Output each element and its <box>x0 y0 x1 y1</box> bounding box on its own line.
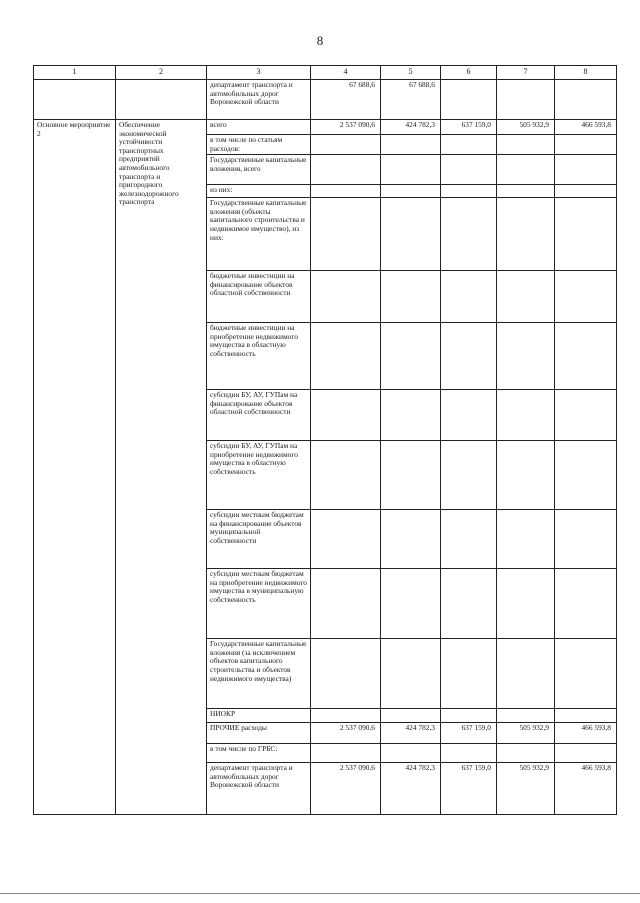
value-cell: 67 688,6 <box>311 80 381 120</box>
value-cell: 2 537 090,6 <box>311 120 381 135</box>
value-cell: 2 537 090,6 <box>311 723 381 744</box>
value-cell: 466 593,8 <box>555 120 617 135</box>
row-label: субсидии местным бюджетам на приобретение недвижимого имущества в муниципальную собственность <box>207 569 311 639</box>
event-description: Обеспечение экономической устойчивости транспортных предприятий автомобильного транспорта и пригородного железнодорожного транспорта <box>116 120 207 815</box>
row-label: Государственные капитальные вложения, всего <box>207 155 311 185</box>
row-label: Государственные капитальные вложения (объекты капитального строительства и недвижимое имущество), из них: <box>207 198 311 271</box>
row-label: всего <box>207 120 311 135</box>
page-number: 8 <box>316 33 324 48</box>
value-cell: 424 782,3 <box>381 763 441 815</box>
row-label: Государственные капитальные вложения (за исключением объектов капитального строительства и объектов недвижимого имущества) <box>207 639 311 709</box>
value-cell: 637 159,0 <box>441 763 497 815</box>
column-header: 8 <box>555 66 617 80</box>
column-header: 2 <box>116 66 207 80</box>
table-row <box>34 120 617 135</box>
row-label: из них: <box>207 185 311 198</box>
row-label: субсидии местным бюджетам на финансирование объектов муниципальной собственности <box>207 510 311 569</box>
header-row <box>34 66 617 80</box>
value-cell: 505 932,9 <box>497 763 555 815</box>
column-header: 5 <box>381 66 441 80</box>
column-header: 3 <box>207 66 311 80</box>
column-header: 1 <box>34 66 116 80</box>
column-header: 4 <box>311 66 381 80</box>
event-name: Основное мероприятие 2 <box>34 120 116 815</box>
row-label: бюджетные инвестиции на финансирование объектов областной собственности <box>207 271 311 323</box>
value-cell: 466 593,8 <box>555 763 617 815</box>
table-row <box>34 80 617 120</box>
row-label: департамент транспорта и автомобильных дорог Воронежской области <box>207 763 311 815</box>
value-cell: 505 932,9 <box>497 120 555 135</box>
value-cell: 424 782,3 <box>381 723 441 744</box>
row-label: департамент транспорта и автомобильных дорог Воронежской области <box>207 80 311 120</box>
value-cell: 637 159,0 <box>441 120 497 135</box>
row-label: бюджетные инвестиции на приобретение недвижимого имущества в областную собственность <box>207 323 311 390</box>
row-label: в том числе по ГРБС: <box>207 744 311 763</box>
row-label: в том числе по статьям расходов: <box>207 135 311 155</box>
value-cell: 505 932,9 <box>497 723 555 744</box>
value-cell: 637 159,0 <box>441 723 497 744</box>
value-cell: 466 593,8 <box>555 723 617 744</box>
page-bottom-rule <box>0 893 640 894</box>
value-cell: 424 782,3 <box>381 120 441 135</box>
value-cell: 2 537 090,6 <box>311 763 381 815</box>
row-label: НИОКР <box>207 709 311 723</box>
budget-table <box>33 65 617 815</box>
column-header: 6 <box>441 66 497 80</box>
row-label: субсидии БУ, АУ, ГУПам на финансирование объектов областной собственности <box>207 390 311 441</box>
value-cell: 67 688,6 <box>381 80 441 120</box>
column-header: 7 <box>497 66 555 80</box>
row-label: субсидии БУ, АУ, ГУПам на приобретение недвижимого имущества в областную собственность <box>207 441 311 510</box>
row-label: ПРОЧИЕ расходы <box>207 723 311 744</box>
